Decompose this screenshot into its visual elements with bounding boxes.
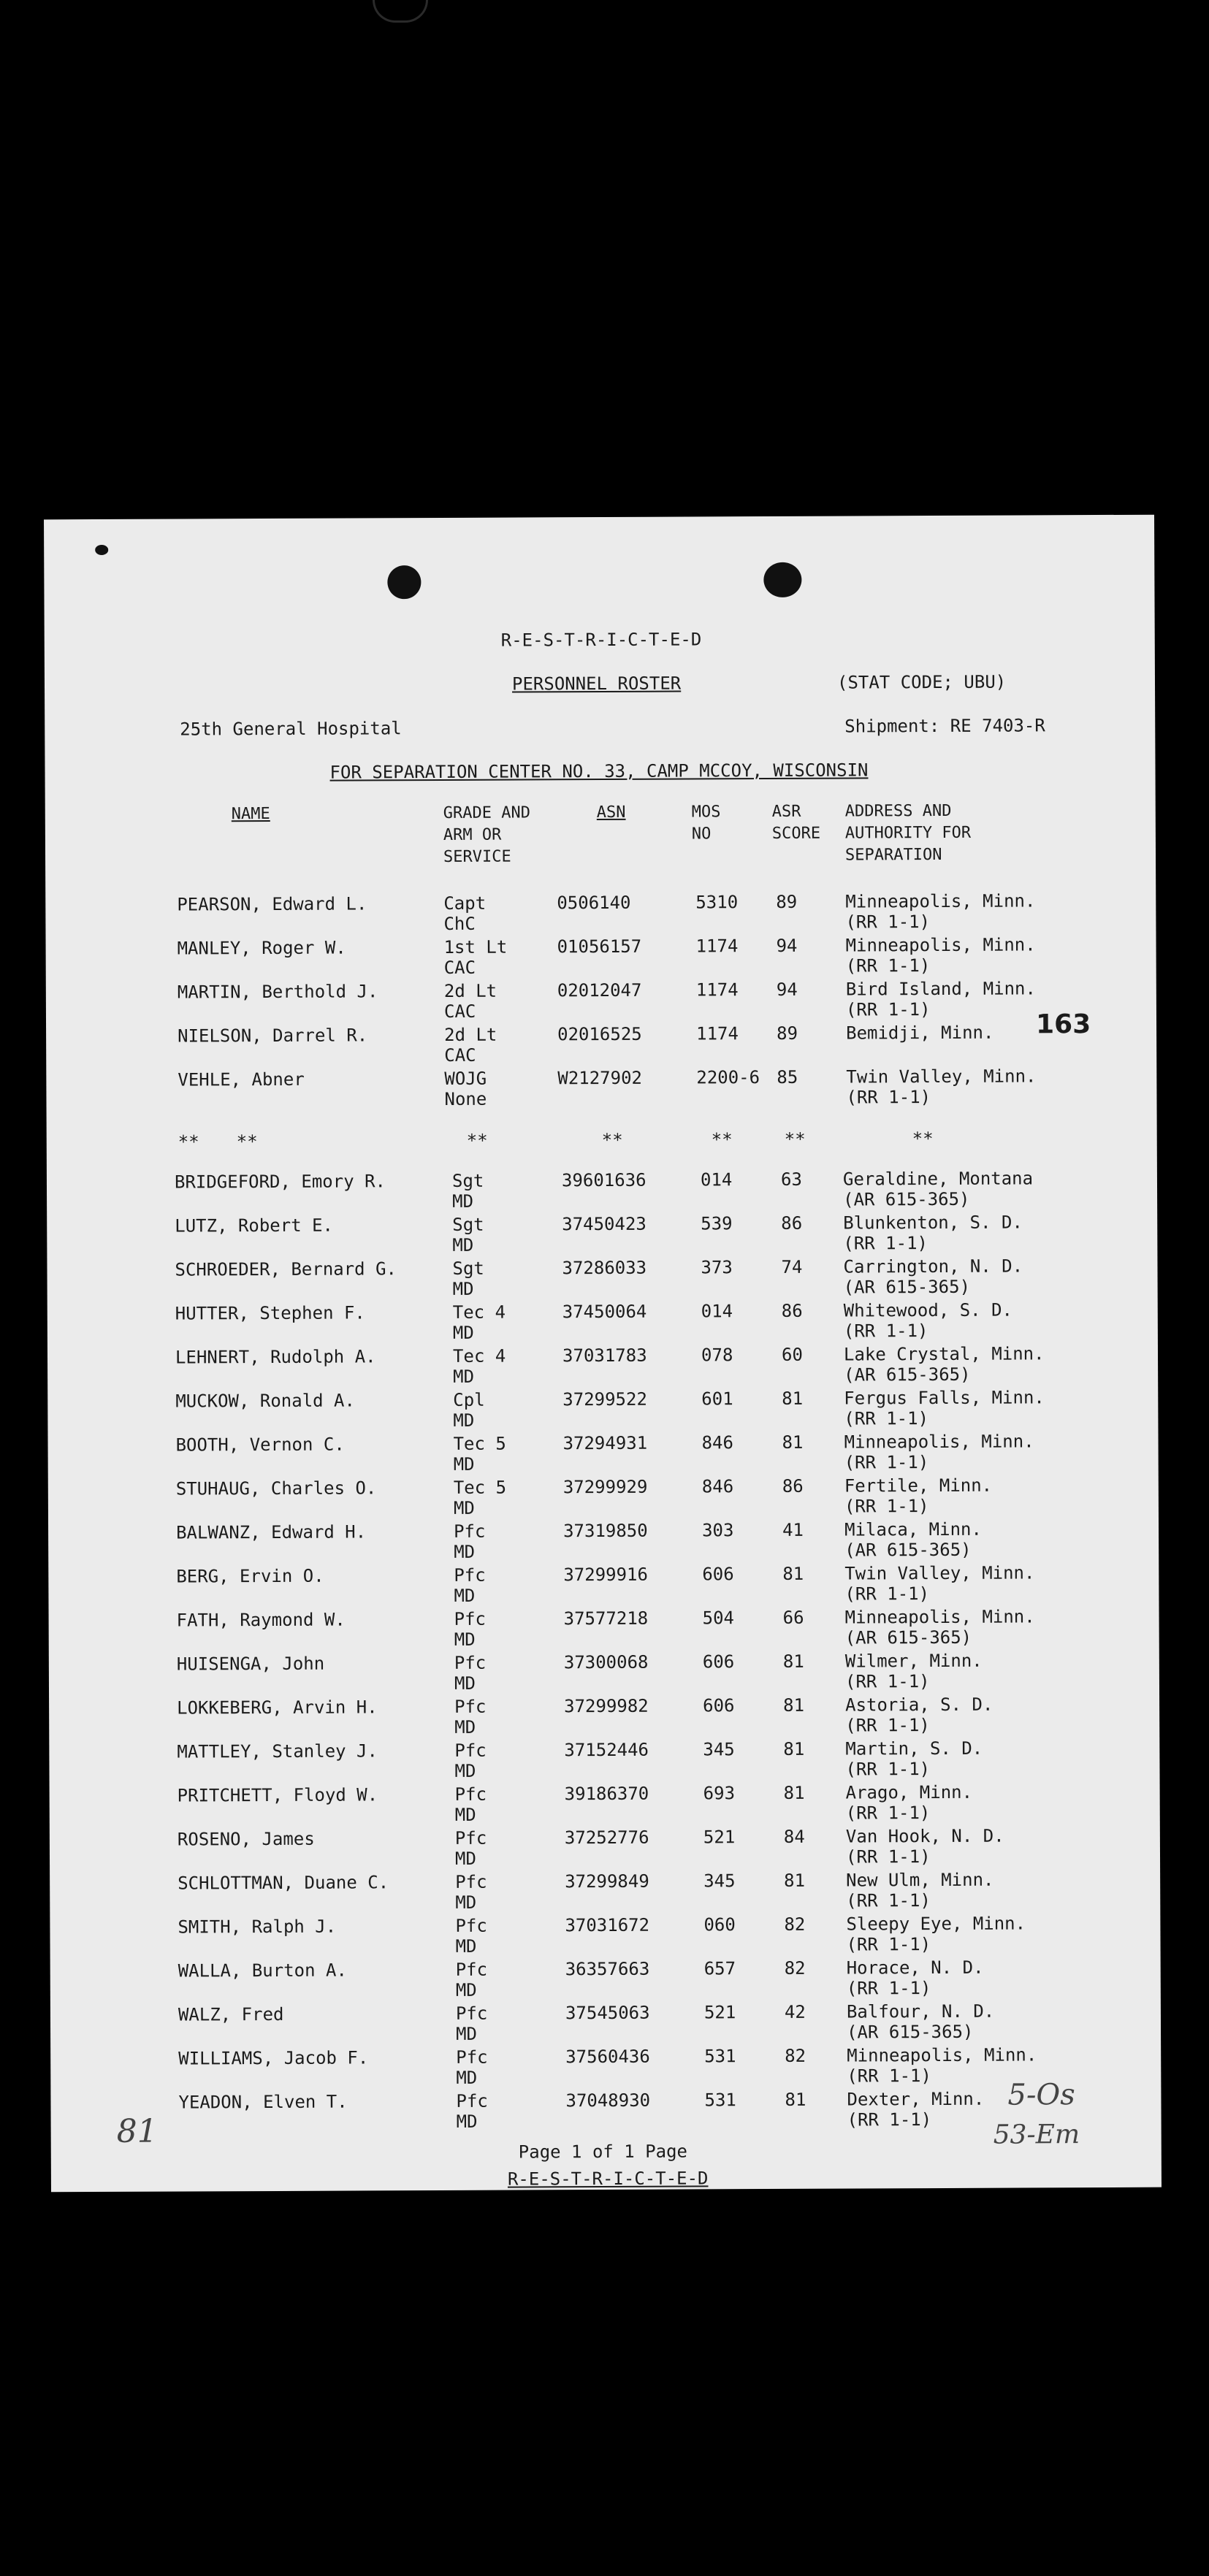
roster-row bbox=[49, 1651, 1159, 1700]
roster-authority: (RR 1-1) bbox=[844, 1671, 930, 1692]
separator-mark: ** bbox=[784, 1128, 806, 1150]
page-stamp-number: 163 bbox=[1035, 1009, 1091, 1040]
roster-grade: Pfc bbox=[454, 1740, 487, 1761]
roster-mos: 014 bbox=[700, 1169, 733, 1190]
roster-mos: 303 bbox=[701, 1520, 734, 1541]
roster-score: 81 bbox=[784, 1870, 806, 1891]
roster-authority: (RR 1-1) bbox=[845, 999, 931, 1020]
separator-mark: ** bbox=[711, 1129, 733, 1150]
roster-mos: 2200-6 bbox=[696, 1067, 760, 1088]
page-count: Page 1 of 1 Page bbox=[518, 2141, 688, 2163]
roster-address: Geraldine, Montana bbox=[842, 1168, 1034, 1190]
roster-grade: Pfc bbox=[454, 1652, 487, 1673]
roster-grade: Tec 4 bbox=[452, 1345, 506, 1367]
roster-mos: 657 bbox=[703, 1958, 736, 1979]
roster-asn: 36357663 bbox=[565, 1958, 650, 1980]
roster-authority: (RR 1-1) bbox=[843, 1233, 928, 1254]
roster-name: WILLIAMS, Jacob F. bbox=[178, 2047, 369, 2069]
roster-score: 86 bbox=[781, 1212, 803, 1234]
roster-arm: MD bbox=[456, 2111, 478, 2132]
roster-mos: 521 bbox=[703, 2002, 736, 2023]
roster-mos: 1174 bbox=[696, 1023, 739, 1044]
roster-authority: (AR 615-365) bbox=[846, 2021, 974, 2043]
roster-asn: 37299929 bbox=[562, 1476, 648, 1498]
roster-arm: MD bbox=[452, 1190, 474, 1212]
roster-authority: (RR 1-1) bbox=[846, 1978, 931, 1999]
roster-address: Balfour, N. D. bbox=[846, 2000, 995, 2022]
handwritten-note-right-2: 53-Em bbox=[993, 2120, 1080, 2150]
roster-authority: (RR 1-1) bbox=[845, 1846, 931, 1868]
roster-score: 81 bbox=[782, 1432, 804, 1453]
roster-address: Sleepy Eye, Minn. bbox=[846, 1913, 1026, 1935]
roster-grade: Pfc bbox=[455, 1871, 487, 1892]
roster-row bbox=[45, 891, 1156, 940]
roster-mos: 345 bbox=[703, 1870, 736, 1892]
roster-arm: MD bbox=[453, 1410, 475, 1431]
roster-row bbox=[50, 1782, 1160, 1831]
roster-mos: 373 bbox=[701, 1257, 733, 1278]
roster-row bbox=[49, 1738, 1159, 1787]
restricted-footer: R-E-S-T-R-I-C-T-E-D bbox=[507, 2168, 709, 2190]
roster-address: Horace, N. D. bbox=[846, 1957, 984, 1979]
separator-mark: ** bbox=[912, 1128, 934, 1150]
roster-mos: 1174 bbox=[695, 979, 739, 1001]
roster-asn: 37450064 bbox=[562, 1301, 647, 1323]
roster-address: Lake Crystal, Minn. bbox=[843, 1343, 1045, 1365]
roster-mos: 606 bbox=[702, 1564, 734, 1585]
roster-authority: (RR 1-1) bbox=[845, 911, 931, 933]
roster-grade: Pfc bbox=[454, 1696, 487, 1717]
roster-grade: Sgt bbox=[452, 1214, 484, 1235]
roster-grade: 2d Lt bbox=[443, 980, 497, 1001]
scan-speck bbox=[95, 545, 108, 555]
roster-mos: 601 bbox=[701, 1388, 733, 1410]
roster-name: WALLA, Burton A. bbox=[178, 1960, 347, 1981]
roster-asn: 37031672 bbox=[565, 1914, 650, 1936]
roster-name: LOKKEBERG, Arvin H. bbox=[177, 1697, 378, 1719]
roster-mos: 846 bbox=[701, 1432, 733, 1453]
roster-name: PEARSON, Edward L. bbox=[177, 893, 367, 915]
roster-asn: 37319850 bbox=[562, 1520, 648, 1542]
roster-authority: (RR 1-1) bbox=[847, 2065, 931, 2087]
roster-arm: MD bbox=[453, 1366, 475, 1387]
roster-row bbox=[50, 1957, 1161, 2006]
roster-address: Bird Island, Minn. bbox=[845, 978, 1036, 1000]
unit-name: 25th General Hospital bbox=[180, 718, 402, 740]
roster-asn: 37252776 bbox=[564, 1827, 649, 1849]
roster-arm: CAC bbox=[444, 1044, 476, 1066]
destination-line: FOR SEPARATION CENTER NO. 33, CAMP MCCOY, WISCONSIN bbox=[329, 760, 869, 783]
roster-grade: Sgt bbox=[452, 1258, 484, 1279]
roster-arm: MD bbox=[454, 1848, 476, 1869]
roster-name: ROSENO, James bbox=[177, 1828, 315, 1850]
roster-row bbox=[50, 2045, 1161, 2094]
roster-title: PERSONNEL ROSTER bbox=[511, 673, 682, 695]
roster-mos: 606 bbox=[703, 1695, 735, 1716]
roster-mos: 5310 bbox=[695, 892, 739, 913]
roster-mos: 531 bbox=[704, 2046, 736, 2067]
roster-score: 86 bbox=[781, 1300, 803, 1321]
roster-score: 81 bbox=[782, 1388, 804, 1409]
column-header-score: ASR SCORE bbox=[771, 802, 821, 843]
roster-authority: (RR 1-1) bbox=[844, 1496, 929, 1517]
roster-grade: Sgt bbox=[451, 1170, 484, 1191]
roster-address: Bemidji, Minn. bbox=[846, 1022, 994, 1044]
roster-grade: Pfc bbox=[454, 1608, 487, 1629]
roster-score: 41 bbox=[782, 1519, 804, 1540]
roster-mos: 521 bbox=[703, 1827, 736, 1848]
roster-score: 81 bbox=[782, 1651, 804, 1672]
roster-arm: MD bbox=[454, 1629, 476, 1650]
column-header-address: ADDRESS AND AUTHORITY FOR SEPARATION bbox=[844, 801, 972, 865]
roster-score: 81 bbox=[785, 2089, 806, 2110]
roster-arm: MD bbox=[456, 2067, 478, 2088]
roster-address: Milaca, Minn. bbox=[844, 1518, 982, 1540]
roster-grade: Pfc bbox=[454, 1521, 486, 1542]
separator-mark: ** bbox=[236, 1131, 258, 1153]
roster-row bbox=[50, 1870, 1160, 1919]
roster-name: YEADON, Elven T. bbox=[178, 2091, 348, 2113]
roster-address: Arago, Minn. bbox=[845, 1781, 973, 1803]
stat-code: (STAT CODE; UBU) bbox=[836, 671, 1007, 693]
roster-address: Minneapolis, Minn. bbox=[844, 1431, 1034, 1453]
column-header-name: NAME bbox=[231, 804, 270, 824]
roster-asn: 37545063 bbox=[565, 2002, 650, 2024]
roster-address: Minneapolis, Minn. bbox=[847, 2044, 1037, 2066]
roster-address: Minneapolis, Minn. bbox=[845, 890, 1036, 912]
roster-row bbox=[47, 1432, 1158, 1480]
roster-name: SCHROEDER, Bernard G. bbox=[175, 1258, 397, 1280]
roster-mos: 1174 bbox=[695, 936, 739, 957]
roster-name: PRITCHETT, Floyd W. bbox=[177, 1784, 378, 1806]
roster-asn: 02016525 bbox=[557, 1023, 642, 1045]
roster-row bbox=[48, 1475, 1159, 1524]
roster-name: HUISENGA, John bbox=[176, 1653, 325, 1675]
roster-arm: None bbox=[444, 1088, 487, 1109]
roster-address: Fergus Falls, Minn. bbox=[844, 1387, 1045, 1409]
roster-score: 94 bbox=[776, 935, 798, 956]
roster-arm: MD bbox=[453, 1497, 475, 1518]
roster-grade: Capt bbox=[443, 893, 487, 914]
roster-asn: W2127902 bbox=[557, 1067, 643, 1089]
roster-grade: Pfc bbox=[455, 1915, 487, 1936]
roster-grade: 1st Lt bbox=[443, 936, 508, 958]
separator-mark: ** bbox=[178, 1131, 199, 1153]
handwritten-note-left: 81 bbox=[116, 2112, 158, 2150]
roster-authority: (AR 615-365) bbox=[844, 1627, 972, 1648]
roster-name: BERG, Ervin O. bbox=[176, 1565, 324, 1587]
roster-score: 82 bbox=[785, 2045, 806, 2066]
roster-asn: 37450423 bbox=[562, 1213, 647, 1235]
roster-address: Carrington, N. D. bbox=[843, 1255, 1023, 1277]
roster-asn: 02012047 bbox=[557, 979, 642, 1001]
roster-arm: MD bbox=[455, 1979, 477, 2000]
roster-score: 81 bbox=[783, 1738, 805, 1759]
roster-asn: 37300068 bbox=[563, 1651, 649, 1673]
handwritten-note-right: 5-Os bbox=[1007, 2078, 1075, 2112]
roster-name: LEHNERT, Rudolph A. bbox=[175, 1346, 376, 1368]
roster-name: FATH, Raymond W. bbox=[176, 1609, 346, 1631]
roster-authority: (RR 1-1) bbox=[846, 1087, 931, 1108]
roster-score: 74 bbox=[781, 1256, 803, 1277]
roster-row bbox=[48, 1519, 1159, 1568]
roster-name: VEHLE, Abner bbox=[178, 1069, 305, 1090]
roster-asn: 39186370 bbox=[564, 1783, 649, 1805]
roster-authority: (RR 1-1) bbox=[843, 1321, 928, 1342]
roster-arm: MD bbox=[453, 1453, 475, 1475]
roster-asn: 01056157 bbox=[557, 936, 642, 958]
separator-mark: ** bbox=[601, 1129, 623, 1151]
roster-mos: 531 bbox=[704, 2090, 736, 2111]
roster-row bbox=[48, 1563, 1159, 1612]
roster-row bbox=[50, 2001, 1161, 2050]
roster-asn: 37577218 bbox=[563, 1608, 649, 1629]
roster-mos: 846 bbox=[701, 1476, 734, 1497]
roster-name: SMITH, Ralph J. bbox=[178, 1916, 337, 1938]
roster-row bbox=[47, 1388, 1158, 1437]
roster-grade: Tec 5 bbox=[453, 1477, 507, 1498]
roster-authority: (AR 615-365) bbox=[844, 1539, 972, 1561]
roster-score: 82 bbox=[784, 1957, 806, 1979]
roster-authority: (RR 1-1) bbox=[844, 1452, 929, 1473]
roster-row bbox=[46, 1023, 1156, 1071]
roster-name: WALZ, Fred bbox=[178, 2003, 284, 2025]
roster-authority: (RR 1-1) bbox=[845, 1759, 931, 1780]
roster-authority: (RR 1-1) bbox=[845, 955, 931, 976]
roster-arm: MD bbox=[452, 1278, 474, 1299]
shipment-number: Shipment: RE 7403-R bbox=[844, 715, 1045, 737]
roster-row bbox=[46, 979, 1156, 1028]
roster-authority: (RR 1-1) bbox=[846, 1890, 931, 1911]
roster-authority: (RR 1-1) bbox=[845, 1803, 931, 1824]
roster-score: 89 bbox=[777, 1023, 798, 1044]
roster-asn: 39601636 bbox=[561, 1169, 647, 1191]
roster-address: New Ulm, Minn. bbox=[846, 1869, 994, 1891]
roster-name: BRIDGEFORD, Emory R. bbox=[174, 1171, 386, 1193]
roster-name: MARTIN, Berthold J. bbox=[177, 981, 378, 1003]
roster-name: MUCKOW, Ronald A. bbox=[175, 1390, 355, 1412]
roster-score: 82 bbox=[784, 1914, 806, 1935]
roster-asn: 37294931 bbox=[562, 1432, 648, 1454]
roster-arm: CAC bbox=[443, 957, 476, 978]
roster-score: 81 bbox=[783, 1782, 805, 1803]
roster-authority: (RR 1-1) bbox=[845, 1715, 930, 1736]
roster-grade: Tec 5 bbox=[453, 1433, 506, 1454]
roster-address: Wilmer, Minn. bbox=[844, 1650, 983, 1672]
roster-name: BOOTH, Vernon C. bbox=[175, 1434, 345, 1456]
roster-authority: (AR 615-365) bbox=[843, 1188, 970, 1210]
roster-grade: Pfc bbox=[456, 2046, 488, 2068]
roster-mos: 060 bbox=[703, 1914, 736, 1935]
roster-asn: 37299522 bbox=[562, 1388, 647, 1410]
roster-row bbox=[47, 1300, 1158, 1349]
roster-address: Martin, S. D. bbox=[845, 1738, 983, 1759]
roster-score: 94 bbox=[776, 979, 798, 1000]
column-header-mos: MOS NO bbox=[691, 803, 721, 844]
roster-address: Dexter, Minn. bbox=[847, 2088, 985, 2110]
roster-arm: ChC bbox=[443, 913, 476, 934]
roster-address: Blunkenton, S. D. bbox=[843, 1212, 1023, 1234]
column-header-grade: GRADE AND ARM OR SERVICE bbox=[443, 803, 531, 866]
separator-mark: ** bbox=[466, 1130, 488, 1151]
roster-score: 89 bbox=[776, 891, 798, 912]
roster-row bbox=[49, 1694, 1159, 1743]
punch-hole-right bbox=[763, 562, 801, 597]
roster-arm: CAC bbox=[443, 1001, 476, 1022]
roster-mos: 504 bbox=[702, 1608, 735, 1629]
roster-arm: MD bbox=[452, 1234, 474, 1255]
roster-name: MATTLEY, Stanley J. bbox=[177, 1740, 378, 1762]
roster-arm: MD bbox=[454, 1673, 476, 1694]
roster-grade: Pfc bbox=[455, 2003, 488, 2024]
roster-grade: Pfc bbox=[454, 1827, 487, 1849]
roster-row bbox=[47, 1212, 1157, 1261]
roster-mos: 345 bbox=[703, 1739, 735, 1760]
roster-asn: 37299916 bbox=[563, 1564, 648, 1586]
roster-score: 60 bbox=[781, 1344, 803, 1365]
roster-name: MANLEY, Roger W. bbox=[177, 937, 346, 959]
roster-grade: Pfc bbox=[454, 1564, 486, 1586]
roster-arm: MD bbox=[454, 1716, 476, 1738]
roster-asn: 37560436 bbox=[565, 2046, 650, 2068]
roster-address: Fertile, Minn. bbox=[844, 1475, 993, 1497]
roster-asn: 37048930 bbox=[565, 2090, 651, 2111]
roster-grade: 2d Lt bbox=[444, 1024, 497, 1045]
roster-address: Minneapolis, Minn. bbox=[845, 934, 1036, 956]
roster-row bbox=[46, 1066, 1156, 1115]
roster-address: Whitewood, S. D. bbox=[843, 1299, 1012, 1321]
roster-row bbox=[47, 1344, 1158, 1393]
roster-grade: Pfc bbox=[455, 1959, 488, 1980]
roster-mos: 014 bbox=[701, 1301, 733, 1322]
roster-score: 66 bbox=[782, 1607, 804, 1628]
roster-name: SCHLOTTMAN, Duane C. bbox=[178, 1872, 389, 1894]
roster-grade: WOJG bbox=[444, 1068, 487, 1089]
roster-name: LUTZ, Robert E. bbox=[175, 1215, 334, 1237]
roster-row bbox=[46, 935, 1156, 984]
roster-score: 81 bbox=[783, 1694, 805, 1716]
roster-asn: 37031783 bbox=[562, 1345, 647, 1367]
roster-address: Van Hook, N. D. bbox=[845, 1825, 1004, 1847]
roster-arm: MD bbox=[454, 1541, 476, 1562]
restricted-header: R-E-S-T-R-I-C-T-E-D bbox=[500, 629, 702, 651]
roster-asn: 37299982 bbox=[564, 1695, 649, 1717]
roster-score: 63 bbox=[780, 1169, 802, 1190]
roster-address: Twin Valley, Minn. bbox=[846, 1066, 1037, 1088]
roster-name: BALWANZ, Edward H. bbox=[176, 1521, 367, 1543]
roster-arm: MD bbox=[452, 1322, 474, 1343]
roster-score: 84 bbox=[783, 1826, 805, 1847]
roster-arm: MD bbox=[456, 2023, 478, 2044]
roster-grade: Pfc bbox=[456, 2090, 488, 2111]
roster-grade: Tec 4 bbox=[452, 1302, 506, 1323]
roster-arm: MD bbox=[454, 1585, 476, 1606]
roster-asn: 0506140 bbox=[557, 892, 631, 914]
roster-authority: (RR 1-1) bbox=[844, 1583, 930, 1605]
roster-authority: (AR 615-365) bbox=[843, 1276, 971, 1298]
roster-mos: 539 bbox=[701, 1213, 733, 1234]
roster-page bbox=[44, 515, 1162, 2193]
roster-asn: 37286033 bbox=[562, 1257, 647, 1279]
roster-grade: Pfc bbox=[454, 1784, 487, 1805]
roster-name: STUHAUG, Charles O. bbox=[175, 1478, 377, 1499]
roster-mos: 693 bbox=[703, 1783, 736, 1804]
roster-asn: 37299849 bbox=[565, 1870, 649, 1892]
roster-arm: MD bbox=[455, 1935, 477, 1957]
roster-mos: 606 bbox=[702, 1651, 735, 1673]
roster-row bbox=[47, 1256, 1157, 1305]
roster-authority: (RR 1-1) bbox=[847, 2109, 932, 2130]
roster-address: Astoria, S. D. bbox=[845, 1694, 993, 1716]
roster-row bbox=[47, 1169, 1157, 1218]
roster-arm: MD bbox=[455, 1892, 477, 1913]
roster-authority: (RR 1-1) bbox=[844, 1408, 929, 1429]
roster-address: Twin Valley, Minn. bbox=[844, 1562, 1035, 1584]
roster-row bbox=[50, 1914, 1160, 1962]
roster-authority: (AR 615-365) bbox=[844, 1364, 971, 1386]
roster-name: HUTTER, Stephen F. bbox=[175, 1302, 365, 1324]
roster-authority: (RR 1-1) bbox=[846, 1934, 931, 1955]
roster-score: 86 bbox=[782, 1475, 804, 1497]
roster-score: 42 bbox=[784, 2001, 806, 2022]
roster-arm: MD bbox=[454, 1804, 476, 1825]
roster-score: 81 bbox=[782, 1563, 804, 1584]
roster-grade: Cpl bbox=[453, 1389, 485, 1410]
roster-address: Minneapolis, Minn. bbox=[844, 1606, 1035, 1628]
roster-arm: MD bbox=[454, 1760, 476, 1781]
roster-score: 85 bbox=[777, 1066, 798, 1088]
roster-row bbox=[49, 1607, 1159, 1656]
scan-artifact bbox=[373, 0, 428, 23]
punch-hole-left bbox=[387, 565, 421, 599]
roster-asn: 37152446 bbox=[564, 1739, 649, 1761]
roster-mos: 078 bbox=[701, 1345, 733, 1366]
column-header-asn: ASN bbox=[596, 803, 626, 822]
roster-name: NIELSON, Darrel R. bbox=[178, 1025, 368, 1047]
roster-row bbox=[50, 1826, 1160, 1875]
